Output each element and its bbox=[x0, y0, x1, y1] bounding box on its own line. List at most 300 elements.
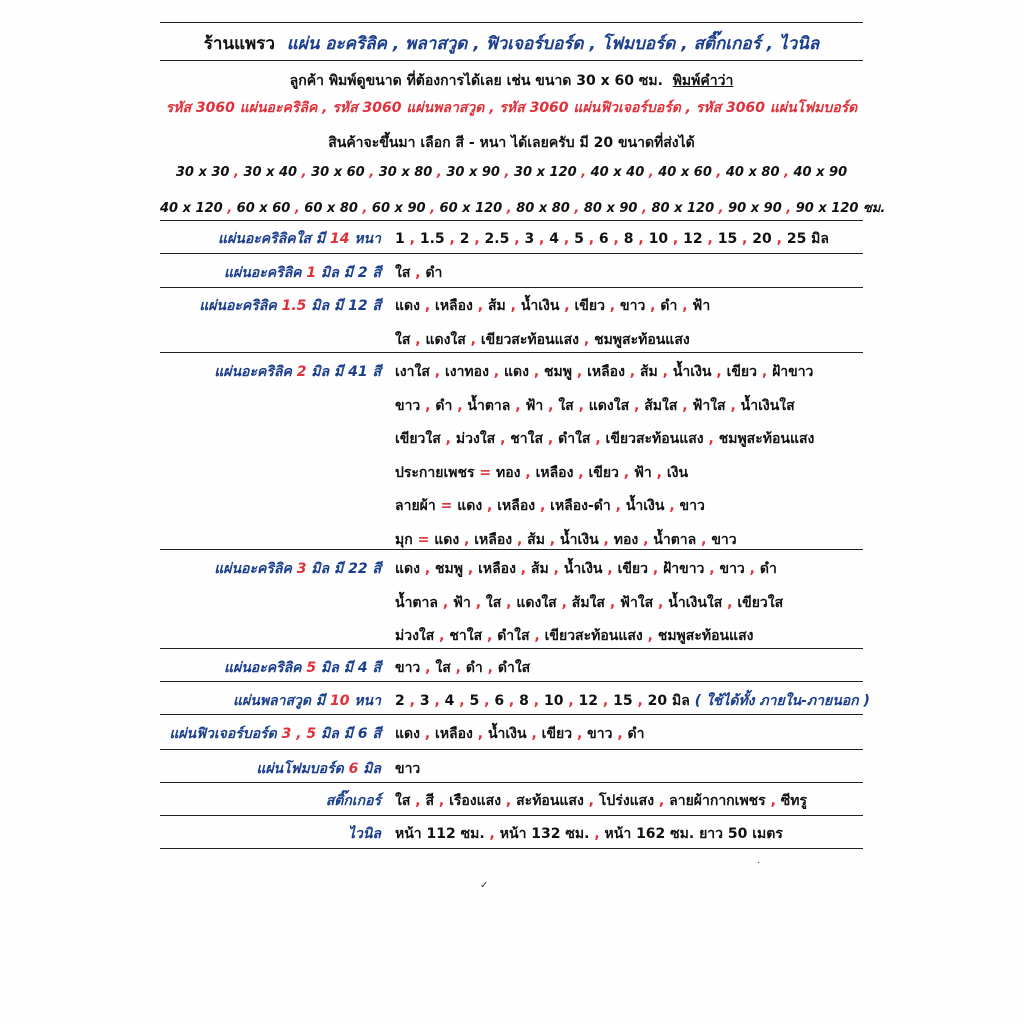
value-item: เขียว bbox=[574, 298, 605, 314]
value-item: เขียว bbox=[588, 464, 619, 481]
value-item: ใส bbox=[395, 331, 411, 348]
value-item: น้ำตาล bbox=[395, 594, 438, 611]
value-item: น้ำเงิน bbox=[520, 298, 560, 314]
row-rule bbox=[160, 648, 863, 649]
size-option: 30 x 90 bbox=[446, 165, 500, 180]
top-rule bbox=[160, 22, 863, 23]
value-item: น้ำตาล bbox=[653, 531, 697, 548]
row-rule bbox=[160, 549, 863, 550]
value-item: 8 bbox=[623, 231, 634, 247]
value-item: ดำใส bbox=[497, 660, 531, 676]
separator: , bbox=[505, 298, 521, 314]
value-item: ขาว bbox=[620, 298, 646, 314]
value-item: ใส bbox=[395, 793, 411, 809]
separator: = bbox=[412, 531, 435, 548]
value-item: 12 bbox=[683, 231, 703, 247]
value-item: ขาว bbox=[679, 498, 705, 514]
separator: , bbox=[677, 298, 693, 314]
separator: , bbox=[429, 364, 445, 380]
separator: , bbox=[410, 793, 426, 809]
row-rule bbox=[160, 815, 863, 816]
value-item: เงาทอง bbox=[444, 364, 489, 380]
intro-code-examples: รหัส 3060 แผ่นอะคริลิค , รหัส 3060 แผ่นพลาสวูด , รหัส 3060 แผ่นฟิวเจอร์บอร์ด , รหัส 3060 แผ่นโฟมบอร์ด bbox=[165, 100, 858, 116]
row-label-text: แผ่นโฟมบอร์ด bbox=[256, 761, 349, 777]
value-item: แดง bbox=[395, 561, 420, 577]
separator: , bbox=[602, 561, 618, 577]
separator: , bbox=[569, 201, 584, 216]
value-item: ดำใส bbox=[497, 628, 530, 644]
value-item: น้ำเงิน bbox=[487, 726, 527, 742]
value-item: น้ำเงินใส bbox=[668, 594, 723, 611]
separator: , bbox=[440, 431, 456, 447]
row-rule bbox=[160, 848, 863, 849]
size-option: 90 x 90 bbox=[728, 201, 782, 216]
row-values bbox=[395, 295, 710, 317]
separator: , bbox=[781, 201, 796, 216]
separator: , bbox=[657, 364, 673, 380]
row-label-suffix: มิล มี 12 สี bbox=[306, 298, 381, 314]
value-item: เหลือง bbox=[497, 498, 536, 514]
separator: , bbox=[437, 594, 454, 611]
separator: , bbox=[472, 298, 488, 314]
value-item: โปร่งแสง bbox=[598, 793, 655, 809]
row-label-text: แผ่นอะคริลิคใส มี bbox=[218, 231, 330, 247]
intro-keyword: พิมพ์คำว่า bbox=[672, 73, 734, 89]
value-item: หน้า 132 ซม. bbox=[499, 826, 590, 842]
separator: , bbox=[419, 561, 436, 577]
separator: , bbox=[638, 531, 654, 548]
separator: , bbox=[425, 201, 440, 216]
value-item: ดำ bbox=[425, 265, 443, 281]
separator: , bbox=[499, 165, 514, 180]
row-label bbox=[224, 657, 381, 679]
size-option: 30 x 80 bbox=[378, 165, 433, 180]
value-item: ซีทรู bbox=[780, 793, 808, 809]
value-item: เขียว bbox=[541, 726, 573, 742]
value-item: 6 bbox=[598, 231, 609, 247]
size-option: 60 x 120 bbox=[439, 201, 503, 216]
separator: , bbox=[725, 397, 741, 414]
separator: , bbox=[559, 298, 575, 314]
intro-line-1 bbox=[160, 70, 863, 92]
row-label-number: 2 bbox=[296, 364, 307, 380]
value-item: เหลือง bbox=[587, 364, 625, 380]
group-prefix: ลายผ้า bbox=[395, 498, 436, 514]
separator: , bbox=[651, 464, 667, 481]
value-item: เหลือง bbox=[474, 531, 513, 548]
value-item: ลายผ้ากากเพชร bbox=[669, 793, 766, 809]
row-label bbox=[326, 790, 381, 812]
size-option: 30 x 30 bbox=[175, 165, 230, 180]
separator: , bbox=[644, 165, 659, 180]
value-item: เหลือง bbox=[535, 464, 574, 481]
separator: , bbox=[297, 165, 312, 180]
row-label-number: 14 bbox=[329, 231, 350, 247]
value-item: น้ำเงิน bbox=[672, 364, 712, 380]
size-option: 30 x 60 bbox=[311, 165, 365, 180]
value-item: เขียว bbox=[726, 364, 757, 380]
size-option: 80 x 80 bbox=[516, 201, 570, 216]
value-item: ฟ้า bbox=[525, 397, 544, 414]
row-label bbox=[169, 723, 381, 745]
value-item: ม่วงใส bbox=[455, 431, 496, 447]
row-values bbox=[395, 592, 783, 614]
separator: , bbox=[410, 331, 426, 348]
value-item: ม่วงใส bbox=[395, 628, 435, 644]
separator: , bbox=[576, 165, 591, 180]
separator: , bbox=[420, 660, 436, 676]
row-values bbox=[395, 723, 644, 745]
separator: , bbox=[452, 397, 468, 414]
separator: , bbox=[510, 397, 526, 414]
size-option: 60 x 60 bbox=[236, 201, 291, 216]
value-item: ชมพู bbox=[435, 561, 463, 577]
value-item: หน้า 112 ซม. bbox=[395, 826, 485, 842]
shop-name: ร้านแพรว bbox=[203, 34, 275, 54]
separator: , bbox=[653, 594, 669, 611]
value-item: 8 bbox=[519, 693, 529, 709]
separator: , bbox=[429, 693, 445, 709]
size-option: 60 x 90 bbox=[371, 201, 426, 216]
value-item: ฝ้าขาว bbox=[772, 364, 814, 380]
value-item: เขียวสะท้อนแสง bbox=[605, 431, 704, 447]
separator: , bbox=[482, 628, 498, 644]
separator: , bbox=[618, 464, 634, 481]
product-list: แผ่น อะคริลิค , พลาสวูด , ฟิวเจอร์บอร์ด , โฟมบอร์ด , สติ๊กเกอร์ , ไวนิล bbox=[286, 34, 820, 54]
group-prefix: มุก bbox=[395, 531, 413, 548]
separator: , bbox=[598, 693, 614, 709]
separator: , bbox=[543, 397, 559, 414]
separator: , bbox=[463, 561, 479, 577]
value-item: ส้ม bbox=[531, 561, 549, 577]
separator: , bbox=[515, 561, 531, 577]
value-item: ขาว bbox=[719, 561, 745, 577]
separator: , bbox=[526, 726, 542, 742]
separator: , bbox=[579, 331, 595, 348]
value-item: 1 bbox=[395, 231, 405, 247]
separator: , bbox=[488, 364, 504, 380]
row-label-suffix: มิล bbox=[358, 761, 381, 777]
row-values bbox=[395, 625, 753, 647]
separator: , bbox=[535, 498, 551, 514]
row-values bbox=[395, 690, 870, 712]
row-values bbox=[395, 395, 795, 417]
separator: , bbox=[534, 231, 550, 247]
row-label-text: แผ่นอะคริลิค bbox=[214, 364, 297, 380]
value-item: 2 bbox=[395, 693, 405, 709]
size-option: 30 x 120 bbox=[513, 165, 577, 180]
separator: , bbox=[482, 498, 498, 514]
separator: , bbox=[364, 165, 379, 180]
value-item: ขาว bbox=[587, 726, 613, 742]
size-option: 40 x 80 bbox=[725, 165, 780, 180]
separator: , bbox=[482, 660, 498, 676]
value-item: ส้มใส bbox=[571, 594, 605, 611]
separator: , bbox=[450, 660, 466, 676]
row-values bbox=[395, 228, 829, 250]
separator: , bbox=[642, 628, 658, 644]
row-label bbox=[348, 823, 381, 845]
page-title bbox=[160, 30, 863, 57]
value-item: 4 bbox=[549, 231, 560, 247]
separator: , bbox=[629, 397, 645, 414]
separator: , bbox=[229, 165, 244, 180]
separator: , bbox=[704, 561, 720, 577]
row-label-number: 3 , 5 bbox=[281, 726, 317, 742]
separator: , bbox=[573, 464, 589, 481]
separator: , bbox=[444, 231, 460, 247]
separator: , bbox=[647, 561, 664, 577]
row-rule bbox=[160, 352, 863, 353]
separator: = bbox=[435, 498, 458, 514]
value-item: ชมพู bbox=[544, 364, 572, 380]
row-rule bbox=[160, 253, 863, 254]
row-label-suffix: มิล มี 22 สี bbox=[306, 561, 381, 577]
separator: , bbox=[509, 231, 525, 247]
value-item: เหลือง bbox=[478, 561, 516, 577]
value-item: 2 bbox=[459, 231, 470, 247]
separator: , bbox=[654, 793, 670, 809]
separator: , bbox=[645, 298, 661, 314]
row-label-text: แผ่นฟิวเจอร์บอร์ด bbox=[169, 726, 282, 742]
row-values bbox=[395, 361, 813, 383]
separator: , bbox=[765, 793, 781, 809]
intro-line-3: สินค้าจะขึ้นมา เลือก สี - หนา ได้เลยครับ มี 20 ขนาดที่ส่งได้ bbox=[328, 135, 695, 151]
value-item: ฟ้า bbox=[633, 464, 652, 481]
value-item: น้ำเงินใส bbox=[740, 397, 795, 414]
value-item: น้ำตาล bbox=[467, 397, 511, 414]
separator: , bbox=[472, 726, 488, 742]
row-label-text: สติ๊กเกอร์ bbox=[325, 793, 381, 809]
value-item: ทอง bbox=[496, 464, 521, 481]
separator: , bbox=[608, 231, 624, 247]
separator: , bbox=[222, 201, 237, 216]
value-item: ดำ bbox=[435, 397, 453, 414]
row-values bbox=[395, 758, 420, 780]
separator: , bbox=[702, 231, 718, 247]
value-item: ส้มใส bbox=[644, 397, 678, 414]
row-values bbox=[395, 462, 688, 484]
value-item: ฟ้า bbox=[692, 298, 711, 314]
row-label bbox=[233, 690, 381, 712]
row-rule bbox=[160, 782, 863, 783]
separator: , bbox=[529, 628, 545, 644]
row-values bbox=[395, 428, 814, 450]
row-label-number: 3 bbox=[296, 561, 307, 577]
sizes-row-2 bbox=[160, 197, 886, 218]
separator: , bbox=[548, 561, 564, 577]
value-item: ดำ bbox=[465, 660, 483, 676]
row-label bbox=[256, 758, 381, 780]
separator: , bbox=[624, 364, 640, 380]
value-item: ดำ bbox=[660, 298, 678, 314]
row-label-number: 1.5 bbox=[281, 298, 307, 314]
scan-mark: ✓ bbox=[480, 880, 489, 891]
value-item: 20 bbox=[752, 231, 772, 247]
separator: , bbox=[756, 364, 773, 380]
row-label-suffix: มิล มี 6 สี bbox=[316, 726, 381, 742]
row-label-text: แผ่นอะคริลิค bbox=[223, 660, 307, 676]
value-item: ส้ม bbox=[487, 298, 506, 314]
separator: , bbox=[502, 201, 517, 216]
size-option: 40 x 60 bbox=[658, 165, 712, 180]
value-item: 5 bbox=[574, 231, 584, 247]
value-item: ใส bbox=[485, 594, 502, 611]
value-item: 15 bbox=[613, 693, 633, 709]
value-item: เขียวใส bbox=[395, 431, 441, 447]
value-item: 25 มิล bbox=[786, 231, 829, 247]
separator: , bbox=[711, 165, 726, 180]
row-values bbox=[395, 329, 690, 351]
value-item: ฟ้าใส bbox=[620, 594, 654, 611]
row-label-suffix: มิล มี 41 สี bbox=[306, 364, 381, 380]
separator: , bbox=[556, 594, 572, 611]
size-option: 80 x 120 bbox=[651, 201, 715, 216]
value-item: ดำใส bbox=[558, 431, 591, 447]
scan-dot: · bbox=[757, 858, 761, 869]
row-rule bbox=[160, 681, 863, 682]
value-item: ชาใส bbox=[449, 628, 483, 644]
separator: , bbox=[484, 826, 500, 842]
value-item: 1.5 bbox=[419, 231, 445, 247]
row-label-suffix: มิล มี 2 สี bbox=[316, 265, 381, 281]
value-item: เขียวสะท้อนแสง bbox=[544, 628, 643, 644]
separator: , bbox=[543, 431, 559, 447]
separator: , bbox=[604, 298, 621, 314]
row-rule bbox=[160, 287, 863, 288]
separator: , bbox=[419, 298, 436, 314]
separator: , bbox=[434, 628, 450, 644]
row-label-text: แผ่นอะคริลิค bbox=[214, 561, 297, 577]
separator: , bbox=[357, 201, 372, 216]
value-item: เรืองแสง bbox=[449, 793, 502, 809]
separator: , bbox=[563, 693, 579, 709]
value-item: น้ำเงิน bbox=[563, 561, 603, 577]
row-label bbox=[214, 558, 381, 580]
value-item: เขียวใส bbox=[737, 594, 784, 611]
separator: , bbox=[520, 464, 536, 481]
separator: , bbox=[495, 431, 511, 447]
size-option: 40 x 90 bbox=[793, 165, 848, 180]
size-option: 90 x 120 ซม. bbox=[795, 201, 886, 216]
value-item: 12 bbox=[578, 693, 599, 709]
value-item: แดง bbox=[395, 726, 420, 742]
value-item: สะท้อนแสง bbox=[516, 793, 584, 809]
separator: , bbox=[771, 231, 787, 247]
separator: , bbox=[559, 231, 575, 247]
value-item: ทอง bbox=[613, 531, 639, 548]
value-item: สี bbox=[425, 793, 435, 809]
value-item: เงิน bbox=[666, 464, 689, 481]
row-label-number: 5 bbox=[306, 660, 317, 676]
separator: , bbox=[504, 693, 520, 709]
separator: , bbox=[711, 364, 727, 380]
row-label bbox=[214, 361, 381, 383]
value-item: ขาว bbox=[395, 761, 421, 777]
row-label-number: 1 bbox=[306, 265, 317, 281]
sizes-rule bbox=[160, 220, 863, 221]
value-item: ฟ้าใส bbox=[692, 397, 726, 414]
separator: , bbox=[696, 531, 712, 548]
separator: , bbox=[420, 397, 436, 414]
value-item: เหลือง-ดำ bbox=[550, 498, 611, 514]
separator: , bbox=[664, 498, 680, 514]
separator: , bbox=[610, 498, 626, 514]
row-label bbox=[218, 228, 381, 250]
size-option: 60 x 80 bbox=[304, 201, 358, 216]
value-item: 4 bbox=[444, 693, 455, 709]
value-item: แดง bbox=[457, 498, 483, 514]
value-item: เหลือง bbox=[435, 298, 473, 314]
value-item: 2.5 bbox=[484, 231, 510, 247]
group-prefix: ประกายเพชร bbox=[395, 464, 475, 481]
row-values bbox=[395, 558, 777, 580]
row-label-suffix: หนา bbox=[349, 693, 381, 709]
separator: , bbox=[290, 201, 305, 216]
sizes-row-1 bbox=[160, 165, 863, 180]
value-item: 3 bbox=[524, 231, 535, 247]
value-item: ดำ bbox=[627, 726, 645, 742]
separator: , bbox=[722, 594, 738, 611]
value-item: ขาว bbox=[395, 397, 421, 414]
value-item: ใส bbox=[395, 265, 411, 281]
separator: , bbox=[470, 594, 486, 611]
value-item: ดำ bbox=[759, 561, 777, 577]
value-item: ใส bbox=[558, 397, 574, 414]
separator: , bbox=[501, 793, 517, 809]
value-item: แดงใส bbox=[516, 594, 557, 611]
separator: , bbox=[479, 693, 495, 709]
row-values bbox=[395, 790, 807, 812]
row-rule bbox=[160, 749, 863, 750]
value-item: ฟ้า bbox=[453, 594, 471, 611]
value-item: 6 bbox=[494, 693, 505, 709]
separator: , bbox=[432, 165, 447, 180]
row-values bbox=[395, 495, 705, 517]
separator: , bbox=[677, 397, 693, 414]
separator: , bbox=[573, 397, 589, 414]
separator: , bbox=[590, 431, 606, 447]
value-item: ฝ้าขาว bbox=[663, 561, 705, 577]
intro-instruction: ลูกค้า พิมพ์ดูขนาด ที่ต้องการได้เลย เช่น ขนาด 30 x 60 ซม. bbox=[289, 73, 663, 89]
separator: , bbox=[583, 231, 599, 247]
value-item: แดง bbox=[434, 531, 460, 548]
separator: , bbox=[501, 594, 517, 611]
value-item: 10 bbox=[648, 231, 669, 247]
separator: , bbox=[410, 265, 426, 281]
separator: , bbox=[454, 693, 470, 709]
separator: , bbox=[459, 531, 475, 548]
separator: , bbox=[744, 561, 760, 577]
usage-note: ( ใช้ได้ทั้ง ภายใน-ภายนอก ) bbox=[694, 693, 870, 709]
value-item: แดง bbox=[395, 298, 420, 314]
value-item: น้ำเงิน bbox=[625, 498, 665, 514]
row-label-number: 6 bbox=[348, 761, 359, 777]
separator: , bbox=[544, 531, 561, 548]
separator: , bbox=[612, 726, 628, 742]
value-item: 10 bbox=[543, 693, 564, 709]
separator: , bbox=[404, 693, 420, 709]
separator: , bbox=[404, 231, 420, 247]
separator: , bbox=[598, 531, 614, 548]
value-item: ส้ม bbox=[527, 531, 545, 548]
value-item: เหลือง bbox=[435, 726, 473, 742]
separator: , bbox=[583, 793, 599, 809]
separator: , bbox=[637, 201, 652, 216]
separator: , bbox=[528, 693, 544, 709]
row-label bbox=[199, 295, 381, 317]
value-item: น้ำเงิน bbox=[560, 531, 599, 548]
